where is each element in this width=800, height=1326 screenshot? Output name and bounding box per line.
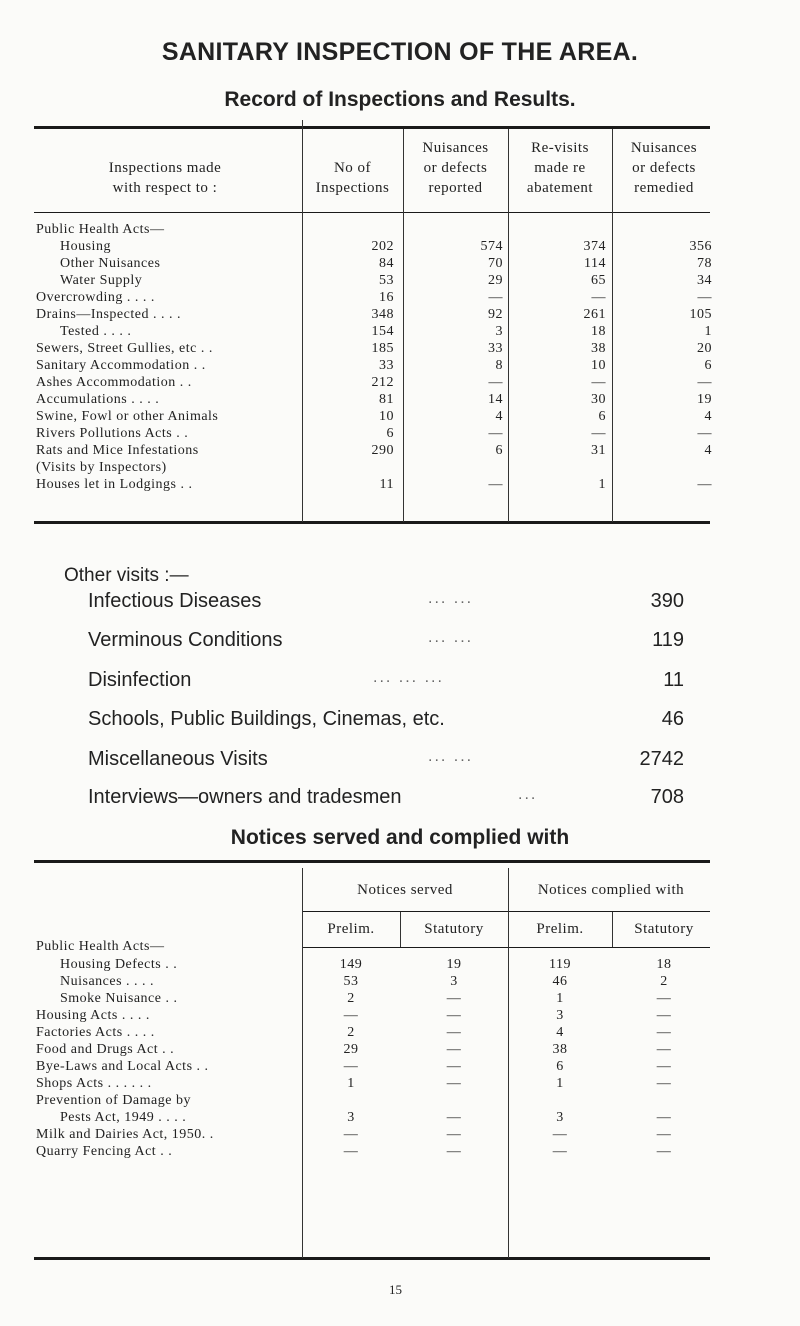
inspections-heading: Record of Inspections and Results. bbox=[224, 88, 576, 111]
row-value: 38 bbox=[552, 1042, 568, 1057]
row-label: Other Nuisances bbox=[60, 256, 161, 271]
row-label: Accumulations . . . . bbox=[36, 392, 160, 407]
row-value: — bbox=[446, 1025, 462, 1040]
row-value: 2 bbox=[660, 974, 668, 989]
row-label: Rivers Pollutions Acts . . bbox=[36, 426, 189, 441]
header-notices-complied: Notices complied with bbox=[537, 882, 685, 898]
other-visits-title: Other visits :— bbox=[64, 565, 189, 586]
row-label: Housing bbox=[60, 239, 111, 254]
header-complied-statutory: Statutory bbox=[634, 921, 694, 937]
row-value: 81 bbox=[379, 392, 394, 407]
row-label: Prevention of Damage by bbox=[36, 1093, 191, 1108]
other-visit-label: Infectious Diseases bbox=[88, 590, 262, 612]
row-label: Ashes Accommodation . . bbox=[36, 375, 192, 390]
row-value: — bbox=[591, 290, 606, 305]
header-line: or defects bbox=[423, 160, 488, 176]
row-value: — bbox=[591, 375, 606, 390]
row-value: — bbox=[343, 1144, 359, 1159]
row-label: Houses let in Lodgings . . bbox=[36, 477, 193, 492]
row-value: 3 bbox=[556, 1008, 564, 1023]
other-visit-value: 2742 bbox=[639, 748, 684, 770]
row-value: — bbox=[656, 991, 672, 1006]
row-value: 6 bbox=[598, 409, 606, 424]
row-value: 65 bbox=[591, 273, 606, 288]
row-label: Shops Acts . . . . . . bbox=[36, 1076, 152, 1091]
leader-dots: ... ... bbox=[428, 748, 474, 765]
row-value: — bbox=[488, 426, 503, 441]
row-value: 290 bbox=[371, 443, 394, 458]
header-line: with respect to : bbox=[112, 180, 218, 196]
row-value: 3 bbox=[495, 324, 503, 339]
row-label: Overcrowding . . . . bbox=[36, 290, 155, 305]
row-value: — bbox=[552, 1144, 568, 1159]
row-value: — bbox=[697, 290, 712, 305]
row-value: 29 bbox=[488, 273, 503, 288]
row-value: — bbox=[446, 1008, 462, 1023]
row-value: 2 bbox=[347, 1025, 355, 1040]
row-value: 53 bbox=[379, 273, 394, 288]
row-value: 8 bbox=[495, 358, 503, 373]
row-value: 30 bbox=[591, 392, 606, 407]
row-value: 261 bbox=[583, 307, 606, 322]
row-value: — bbox=[343, 1127, 359, 1142]
row-value: — bbox=[446, 991, 462, 1006]
row-value: 16 bbox=[379, 290, 394, 305]
row-value: — bbox=[591, 426, 606, 441]
row-value: 10 bbox=[591, 358, 606, 373]
row-value: 1 bbox=[598, 477, 606, 492]
row-value: — bbox=[656, 1008, 672, 1023]
row-value: 53 bbox=[343, 974, 359, 989]
row-value: — bbox=[697, 375, 712, 390]
row-value: 34 bbox=[697, 273, 712, 288]
row-value: — bbox=[488, 477, 503, 492]
row-value: 4 bbox=[495, 409, 503, 424]
row-value: 119 bbox=[549, 957, 571, 972]
row-value: 574 bbox=[480, 239, 503, 254]
other-visit-value: 46 bbox=[661, 708, 684, 730]
leader-dots: ... ... bbox=[428, 590, 474, 607]
row-value: 14 bbox=[488, 392, 503, 407]
header-line: Nuisances bbox=[422, 140, 489, 156]
row-value: 4 bbox=[556, 1025, 564, 1040]
header-line: No of bbox=[333, 160, 372, 176]
row-value: 348 bbox=[371, 307, 394, 322]
row-value: 4 bbox=[704, 443, 712, 458]
row-value: 1 bbox=[704, 324, 712, 339]
row-value: — bbox=[697, 426, 712, 441]
header-served-prelim: Prelim. bbox=[327, 921, 375, 937]
row-value: 6 bbox=[556, 1059, 564, 1074]
row-value: 149 bbox=[339, 957, 363, 972]
row-label: Sewers, Street Gullies, etc . . bbox=[36, 341, 213, 356]
other-visit-value: 390 bbox=[650, 590, 684, 612]
row-value: — bbox=[656, 1059, 672, 1074]
header-line: Nuisances bbox=[630, 140, 698, 156]
leader-dots: ... bbox=[518, 786, 538, 803]
row-value: — bbox=[343, 1059, 359, 1074]
row-value: 19 bbox=[697, 392, 712, 407]
row-label: (Visits by Inspectors) bbox=[36, 460, 167, 475]
row-value: — bbox=[656, 1127, 672, 1142]
leader-dots: ... ... bbox=[428, 629, 474, 646]
row-value: 38 bbox=[591, 341, 606, 356]
row-label: Nuisances . . . . bbox=[60, 974, 155, 989]
row-value: 11 bbox=[379, 477, 394, 492]
header-line: abatement bbox=[526, 180, 594, 196]
row-label: Tested . . . . bbox=[60, 324, 132, 339]
other-visit-label: Verminous Conditions bbox=[88, 629, 283, 651]
row-value: — bbox=[446, 1042, 462, 1057]
row-value: 2 bbox=[347, 991, 355, 1006]
row-value: 105 bbox=[689, 307, 712, 322]
row-value: — bbox=[488, 290, 503, 305]
row-value: — bbox=[697, 477, 712, 492]
row-value: 6 bbox=[495, 443, 503, 458]
row-value: 19 bbox=[446, 957, 462, 972]
row-label: Housing Defects . . bbox=[60, 957, 178, 972]
row-value: 154 bbox=[371, 324, 394, 339]
row-value: — bbox=[488, 375, 503, 390]
row-value: — bbox=[656, 1076, 672, 1091]
table-bottom-rule bbox=[34, 1257, 710, 1260]
row-value: 374 bbox=[583, 239, 606, 254]
header-line: Inspections made bbox=[108, 160, 222, 176]
row-label: Sanitary Accommodation . . bbox=[36, 358, 206, 373]
row-label: Smoke Nuisance . . bbox=[60, 991, 178, 1006]
row-value: 29 bbox=[343, 1042, 359, 1057]
row-value: 84 bbox=[379, 256, 394, 271]
row-label: Milk and Dairies Act, 1950. . bbox=[36, 1127, 214, 1142]
row-label: Bye-Laws and Local Acts . . bbox=[36, 1059, 209, 1074]
row-value: — bbox=[656, 1025, 672, 1040]
row-value: 1 bbox=[556, 991, 564, 1006]
row-value: 212 bbox=[371, 375, 394, 390]
header-line: remedied bbox=[634, 180, 694, 196]
header-bottom-rule bbox=[302, 947, 710, 948]
row-value: 3 bbox=[347, 1110, 355, 1125]
other-visit-value: 708 bbox=[650, 786, 684, 808]
row-value: 31 bbox=[591, 443, 606, 458]
row-value: 18 bbox=[591, 324, 606, 339]
row-value: 20 bbox=[697, 341, 712, 356]
row-value: — bbox=[552, 1127, 568, 1142]
row-value: 114 bbox=[584, 256, 606, 271]
header-line: reported bbox=[428, 180, 483, 196]
row-value: 356 bbox=[689, 239, 712, 254]
row-value: 10 bbox=[379, 409, 394, 424]
leader-dots: ... ... ... bbox=[373, 669, 444, 686]
row-label: Swine, Fowl or other Animals bbox=[36, 409, 219, 424]
other-visit-label: Interviews—owners and tradesmen bbox=[88, 786, 402, 808]
header-complied-prelim: Prelim. bbox=[536, 921, 584, 937]
header-line: Inspections bbox=[315, 180, 390, 196]
row-label: Rats and Mice Infestations bbox=[36, 443, 199, 458]
other-visit-value: 11 bbox=[663, 669, 684, 691]
row-value: 18 bbox=[656, 957, 672, 972]
row-value: — bbox=[656, 1144, 672, 1159]
row-label: Housing Acts . . . . bbox=[36, 1008, 150, 1023]
other-visit-label: Schools, Public Buildings, Cinemas, etc. bbox=[88, 708, 445, 730]
row-value: — bbox=[656, 1042, 672, 1057]
row-value: 78 bbox=[697, 256, 712, 271]
row-value: 33 bbox=[488, 341, 503, 356]
row-value: 6 bbox=[386, 426, 394, 441]
row-value: 4 bbox=[704, 409, 712, 424]
header-line: Re-visits bbox=[531, 140, 589, 156]
header-served-statutory: Statutory bbox=[424, 921, 484, 937]
header-line: made re bbox=[534, 160, 586, 176]
row-value: — bbox=[446, 1110, 462, 1125]
row-value: 185 bbox=[371, 341, 394, 356]
row-value: — bbox=[656, 1110, 672, 1125]
row-value: 202 bbox=[371, 239, 394, 254]
row-value: 3 bbox=[556, 1110, 564, 1125]
page-title: SANITARY INSPECTION OF THE AREA. bbox=[161, 38, 639, 66]
other-visit-label: Miscellaneous Visits bbox=[88, 748, 268, 770]
row-label: Water Supply bbox=[60, 273, 143, 288]
row-label: Drains—Inspected . . . . bbox=[36, 307, 181, 322]
header-notices-served: Notices served bbox=[357, 882, 453, 898]
row-label: Quarry Fencing Act . . bbox=[36, 1144, 173, 1159]
group-underline-rule bbox=[302, 911, 710, 912]
row-value: 46 bbox=[552, 974, 568, 989]
row-value: — bbox=[446, 1076, 462, 1091]
row-value: 33 bbox=[379, 358, 394, 373]
row-value: — bbox=[343, 1008, 359, 1023]
row-value: 3 bbox=[450, 974, 458, 989]
row-value: 1 bbox=[556, 1076, 564, 1091]
row-value: — bbox=[446, 1144, 462, 1159]
header-line: or defects bbox=[632, 160, 696, 176]
section-label: Public Health Acts— bbox=[36, 939, 165, 954]
row-label: Pests Act, 1949 . . . . bbox=[60, 1110, 187, 1125]
other-visit-label: Disinfection bbox=[88, 669, 192, 691]
row-value: 92 bbox=[488, 307, 503, 322]
row-value: — bbox=[446, 1127, 462, 1142]
other-visit-value: 119 bbox=[652, 629, 684, 651]
row-value: 70 bbox=[488, 256, 503, 271]
row-value: — bbox=[446, 1059, 462, 1074]
row-label: Factories Acts . . . . bbox=[36, 1025, 155, 1040]
section-label: Public Health Acts— bbox=[36, 222, 165, 237]
notices-heading: Notices served and complied with bbox=[230, 826, 570, 849]
row-label: Food and Drugs Act . . bbox=[36, 1042, 175, 1057]
table-top-rule bbox=[34, 860, 710, 863]
page-number: 15 bbox=[389, 1282, 402, 1297]
row-value: 1 bbox=[347, 1076, 355, 1091]
row-value: 6 bbox=[704, 358, 712, 373]
